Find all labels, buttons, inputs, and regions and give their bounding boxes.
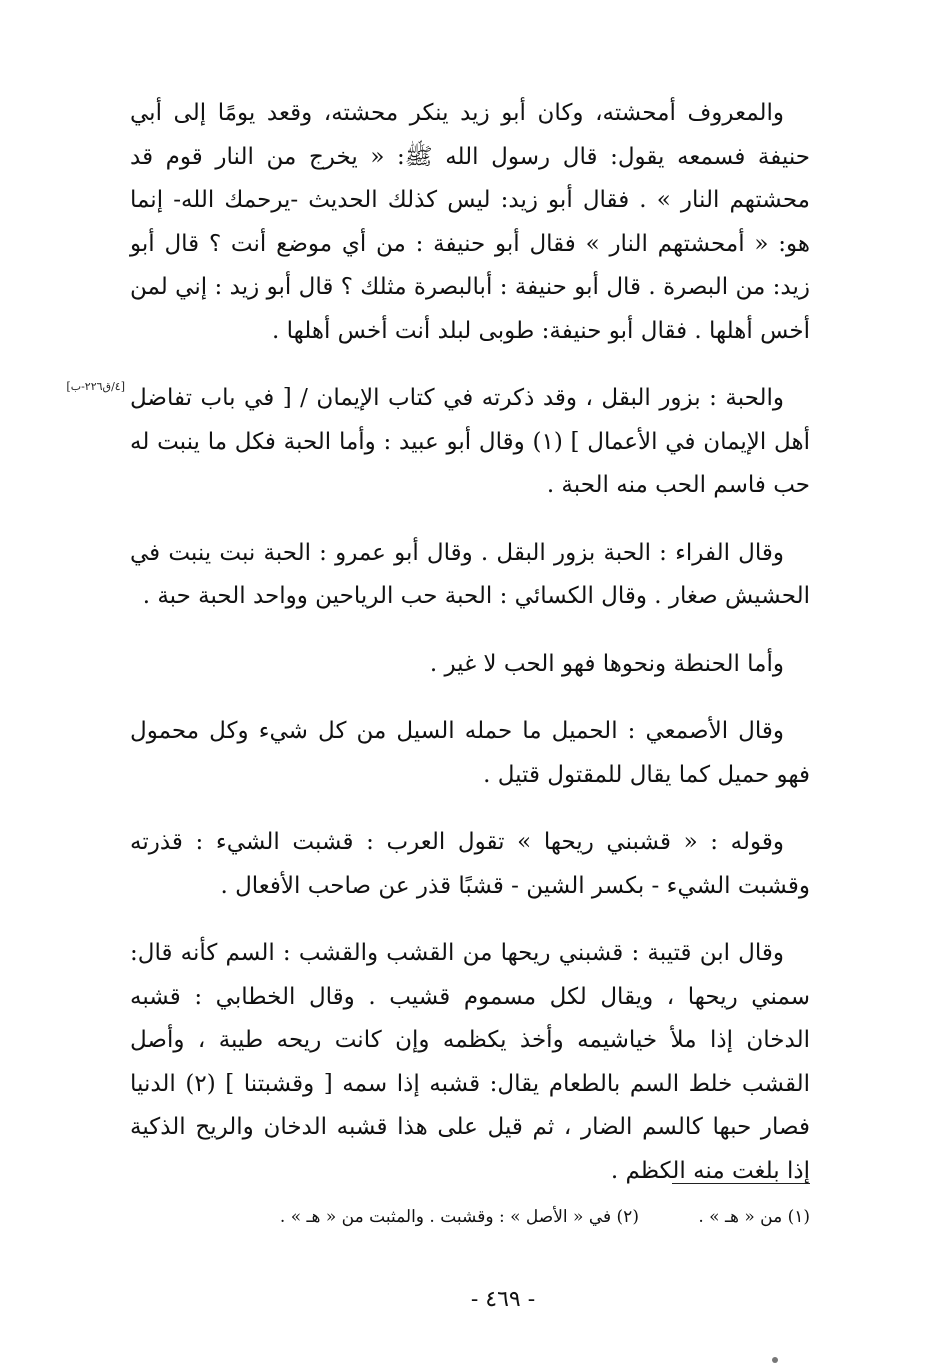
paragraph-4: وأما الحنطة ونحوها فهو الحب لا غير . [429,650,784,677]
footnote-1: (١) من « هـ » . [698,1207,810,1227]
scan-speck [772,1357,778,1363]
manuscript-folio-note: [٤/ق٢٢٦-ب] [66,380,125,393]
paragraph-7: وقال ابن قتيبة : قشبني ريحها من القشب والقشب : السم كأنه قال: سمني ريحها ، ويقال لكل مسموم قشيب . وقال الخطابي : قشبه الدخان إذا ملأ خياشيمه وأخذ يكظمه وإن كانت ريحه طيبة ، وأصل القشب خلط السم بالطعام يقال: قشبه إذا سمه [ وقشبتنا ] (٢) الدنيا فصار حبها كالسم الضار ، ثم قيل على هذا قشبه الدخان والريح الذكية إذا بلغت منه الكظم . [130,940,811,1184]
paragraph-5: وقال الأصمعي : الحميل ما حمله السيل من كل شيء وكل محمول فهو حميل كما يقال للمقتول قتيل . [130,718,810,788]
footnotes [130,1203,810,1231]
paragraph-1: والمعروف أمحشته، وكان أبو زيد ينكر محشته، وقعد يومًا إلى أبي حنيفة فسمعه يقول: قال رسول الله ﷺ: « يخرج من النار قوم قد محشتهم النار » . فقال أبو زيد: ليس كذلك الحديث -يرحمك الله- إنما هو: « أمحشتهم النار » فقال أبو حنيفة : من أي موضع أنت ؟ قال أبو زيد: من البصرة . قال أبو حنيفة : أبالبصرة مثلك ؟ قال أبو زيد : إني لمن أخس أهلها . فقال أبو حنيفة: طوبى لبلد أنت أخس أهلها . [130,100,810,344]
footnote-2: (٢) في « الأصل » : وقشبت . والمثبت من « هـ » . [279,1207,639,1227]
page-body [130,92,810,1217]
paragraph-3: وقال الفراء : الحبة بزور البقل . وقال أبو عمرو : الحبة نبت ينبت في الحشيش صغار . وقال الكسائي : الحبة حب الرياحين وواحد الحبة حبة . [130,539,810,609]
paragraph-6: وقوله : « قشبني ريحها » تقول العرب : قشبت الشيء : قذرته وقشبت الشيء - بكسر الشين - قشبًا قذر عن صاحب الأفعال . [130,829,810,899]
paragraph-2: والحبة : بزور البقل ، وقد ذكرته في كتاب الإيمان / [ في باب تفاضل أهل الإيمان في الأعمال ] (١) وقال أبو عبيد : وأما الحبة فكل ما ينبت له حب فاسم الحب منه الحبة . [130,385,810,498]
page-number: - ٤٦٩ - [470,1287,536,1312]
footnote-separator [672,1183,810,1184]
